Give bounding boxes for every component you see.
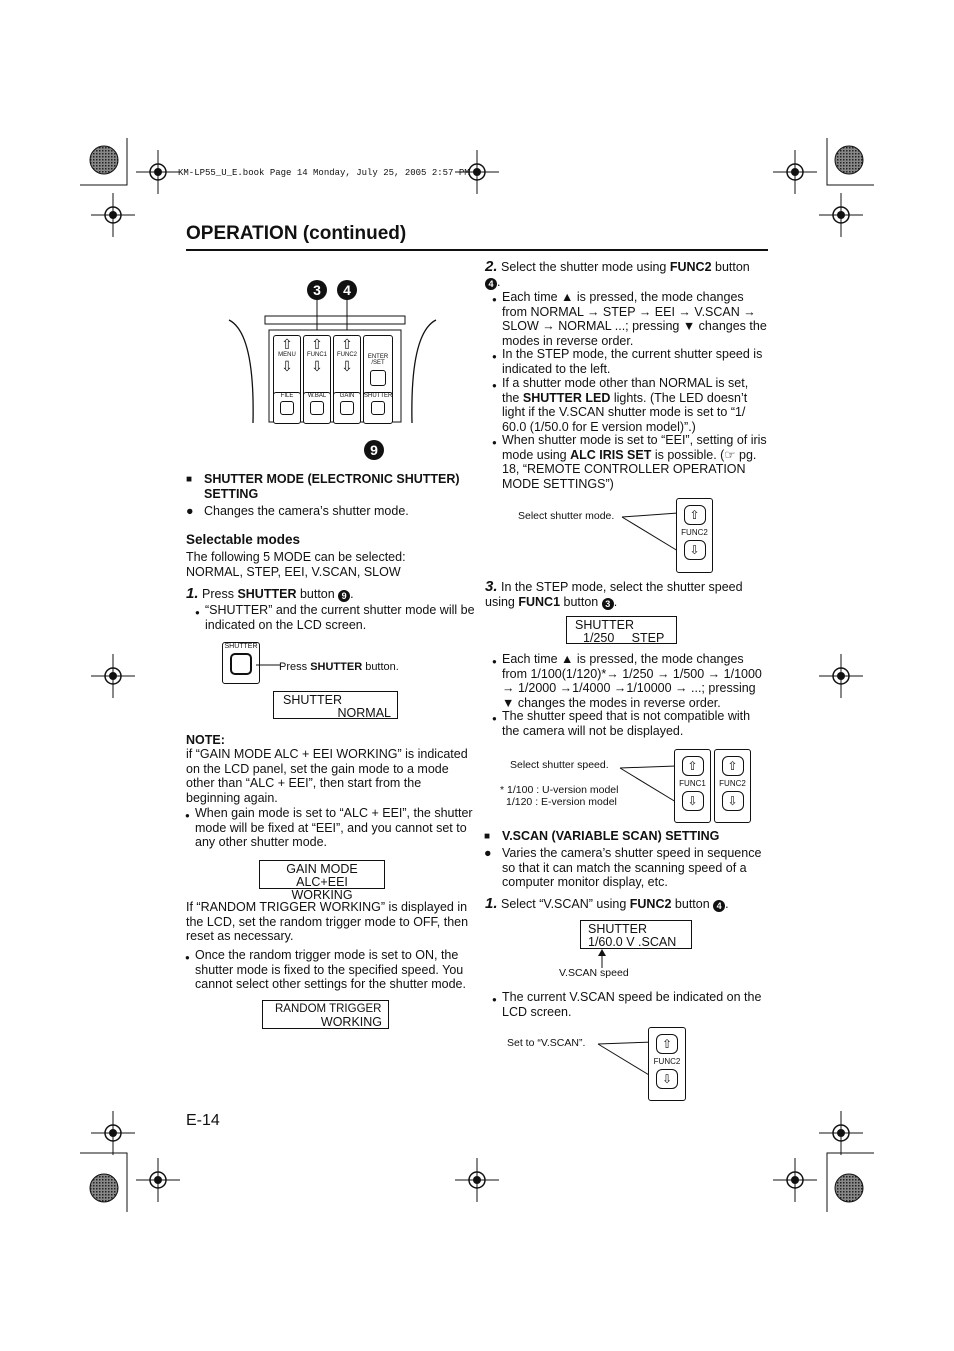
caption-text: button. [362, 661, 399, 673]
lcd-random-trigger [262, 1000, 389, 1029]
step-text: Select the shutter mode using [501, 260, 670, 274]
down-arrow-icon: ⇩ [682, 791, 704, 811]
callout-4: 4 [337, 280, 357, 300]
square-button-icon [371, 401, 385, 415]
selectable-modes-heading: Selectable modes [186, 532, 301, 547]
step3-bullet-1: ● Each time ▲ is pressed, the mode changes from 1/100(1/120)*→ 1/250 → 1/500 → 1/1000 → 1/2000 →1/4000 →1/10000 → ...; pressing ▼ changes the modes in reverse order. [502, 652, 767, 710]
step-number: 1. [186, 585, 199, 602]
bullet-text: If a shutter mode other than NORMAL is set, the [502, 376, 749, 405]
up-arrow-icon: ⇧ [281, 336, 293, 352]
square-button-icon [230, 653, 252, 675]
selectable-modes-text2: NORMAL, STEP, EEI, V.SCAN, SLOW [186, 565, 401, 579]
step-text: Select “V.SCAN” using [501, 897, 630, 911]
step-bold: SHUTTER [237, 587, 297, 601]
vscan-lcd-bullet: ● The current V.SCAN speed be indicated on the LCD screen. [502, 990, 767, 1019]
step2-bullet-2: ● In the STEP mode, the current shutter speed is indicated to the left. [502, 347, 767, 376]
func2-label: FUNC2 [719, 779, 746, 788]
shutter-mode-bullet [186, 504, 474, 519]
step2-bullet-3 [502, 376, 767, 434]
callout-4-inline: 4 [485, 278, 497, 290]
page-number: E-14 [186, 1112, 220, 1129]
bullet-bold: SHUTTER LED [522, 390, 611, 405]
callout-9-inline: 9 [338, 590, 350, 602]
down-arrow-icon: ⇩ [281, 358, 293, 374]
file-header-meta: KM-LP55_U_E.book Page 14 Monday, July 25, 2005 2:57 PM [178, 168, 470, 178]
lcd-gain-mode [259, 860, 385, 902]
shutter-panel-button[interactable] [363, 392, 393, 424]
func2-button[interactable] [333, 335, 361, 397]
lcd-line2: 1/60.0 V .SCAN [588, 935, 677, 949]
lcd-line2: ALC+EEI WORKING [291, 875, 353, 902]
wbal-label: W.BAL [307, 393, 327, 399]
down-arrow-icon: ⇩ [656, 1069, 678, 1089]
square-button-icon [340, 401, 354, 415]
fig2-leaders [618, 762, 680, 812]
up-arrow-icon: ⇧ [311, 336, 323, 352]
fig1-leaders [620, 505, 682, 555]
func1-label: FUNC1 [679, 779, 706, 788]
callout-3-inline: 3 [602, 598, 614, 610]
step2: 2. Select the shutter mode using FUNC2 button 4 . [485, 258, 750, 289]
note-bullet: ● When gain mode is set to “ALC + EEI”, the shutter mode will be fixed at “EEI”, and you cannot set to any other shutter mode. [195, 806, 475, 850]
bullet-text: When shutter mode is set to “EEI”, setting of iris mode using [502, 433, 767, 462]
step3-bullet-2: ● The shutter speed that is not compatible with the camera will not be displayed. [502, 709, 767, 738]
fig2-func1-button [674, 749, 711, 823]
step2-bullet-1: ● Each time ▲ is pressed, the mode changes from NORMAL → STEP → EEI → V.SCAN → SLOW → NORMAL ...; pressing ▼ changes the modes in reverse order. [502, 290, 767, 348]
fig2-label: Select shutter speed. [510, 759, 609, 771]
up-arrow-icon: ⇧ [722, 756, 744, 776]
up-arrow-icon: ⇧ [684, 505, 706, 525]
bullet-text: is possible. (☞ pg. 18, “REMOTE CONTROLLER OPERATION MODE SETTINGS”) [502, 447, 757, 491]
step1-shutter: 1. Press SHUTTER button 9 . [186, 585, 354, 602]
down-arrow-icon: ⇩ [722, 791, 744, 811]
step-text: button [296, 587, 339, 601]
bullet-icon: ● [186, 504, 194, 518]
fig1-label: Select shutter mode. [518, 510, 615, 522]
square-button-icon [310, 401, 324, 415]
bullet-text: lights. (The LED doesn’t light if the V.SCAN shutter mode is set to “1/ 60.0 (1/50.0 for E version model)”.) [502, 390, 748, 434]
step3: 3. In the STEP mode, select the shutter speed using FUNC1 button 3 . [485, 578, 743, 609]
func2-label: FUNC2 [653, 1057, 681, 1066]
lcd-line2: NORMAL [337, 706, 391, 720]
square-button-icon [280, 401, 294, 415]
wbal-button[interactable] [303, 392, 331, 424]
fig2-note2: 1/120 : E-version model [506, 796, 617, 808]
page-title: OPERATION (continued) [186, 223, 407, 244]
up-arrow-icon: ⇧ [341, 336, 353, 352]
random-trigger-text: If “RANDOM TRIGGER WORKING” is displayed in the LCD, set the random trigger mode to OFF, then reset as necessary. [186, 900, 469, 944]
vscan-bullet [484, 846, 767, 890]
lcd-shutter-step [566, 616, 677, 644]
step-text: In the STEP mode, select the shutter speed using [485, 580, 743, 609]
fig2-note1: * 1/100 : U-version model [500, 784, 619, 796]
step-number: 2. [485, 258, 498, 275]
shutter-btn-label: SHUTTER [224, 643, 258, 650]
vscan-step1: 1. Select “V.SCAN” using FUNC2 button 4 . [485, 895, 729, 912]
shutter-mode-heading: ■ SHUTTER MODE (ELECTRONIC SHUTTER) SETTING [204, 472, 474, 501]
lcd-line1: RANDOM TRIGGER [275, 1003, 382, 1015]
lcd-line2: 1/250 STEP [583, 631, 665, 645]
shutter-button-figure [222, 642, 260, 684]
bullet-bold: ALC IRIS SET [570, 447, 652, 462]
callout-4-inline: 4 [713, 900, 725, 912]
vscan-bullet-text: Varies the camera’s shutter speed in sequence so that it can match the scanning speed of a computer monitor display, etc. [502, 846, 762, 890]
fig3-func2-button [648, 1027, 686, 1101]
down-arrow-icon: ⇩ [311, 358, 323, 374]
up-arrow-icon: ⇧ [656, 1034, 678, 1054]
callout-9: 9 [364, 440, 384, 460]
file-label: FILE [280, 393, 294, 399]
down-arrow-icon: ⇩ [341, 358, 353, 374]
down-arrow-icon: ⇩ [684, 540, 706, 560]
func2-label: FUNC2 [336, 352, 357, 358]
lcd-vscan [580, 920, 692, 949]
selectable-modes-text1: The following 5 MODE can be selected: [186, 550, 406, 564]
lcd-line1: SHUTTER [283, 693, 343, 707]
menu-label: MENU [278, 352, 296, 358]
shutter-label: SHUTTER [364, 393, 393, 399]
lcd-line1: SHUTTER [588, 922, 648, 936]
fig2-func2-button [714, 749, 751, 823]
step-text: Press [202, 587, 238, 601]
caption-text: Press [279, 661, 311, 673]
step-number: 1. [485, 895, 498, 912]
step-bold: FUNC2 [669, 260, 712, 274]
callout-3: 3 [307, 280, 327, 300]
random-trigger-bullet: ● Once the random trigger mode is set to ON, the shutter mode is fixed to the specified speed. You cannot select other settings for the shutter mode. [195, 948, 475, 992]
lcd-line1: SHUTTER [575, 618, 635, 632]
gain-label: GAIN [339, 393, 355, 399]
step-text: button [560, 594, 602, 609]
lcd-line2: WORKING [320, 1015, 382, 1029]
step2-bullet-4 [502, 433, 767, 491]
lcd-shutter-normal [273, 691, 398, 719]
step-text: button [711, 260, 750, 274]
bullet-icon: ● [484, 846, 492, 860]
note-heading: NOTE: [186, 733, 225, 747]
func2-label: FUNC2 [681, 528, 708, 537]
control-panel-figure [225, 278, 440, 458]
vscan-heading: ■ V.SCAN (VARIABLE SCAN) SETTING [502, 829, 767, 844]
up-arrow-icon: ⇧ [682, 756, 704, 776]
func1-button[interactable] [303, 335, 331, 397]
gain-button[interactable] [333, 392, 361, 424]
step1-bullet: ● “SHUTTER” and the current shutter mode will be indicated on the LCD screen. [205, 603, 475, 632]
press-shutter-caption [279, 661, 399, 673]
shutter-mode-bullet-text: Changes the camera’s shutter mode. [204, 504, 409, 518]
enter-set-label: ENTER /SET [367, 354, 389, 366]
step-bold: FUNC2 [629, 897, 672, 911]
vscan-speed-label: V.SCAN speed [559, 967, 629, 979]
func1-label: FUNC1 [306, 352, 327, 358]
file-button[interactable] [273, 392, 301, 424]
lcd-line1: GAIN MODE [286, 862, 358, 876]
title-rule [186, 249, 768, 251]
menu-button[interactable] [273, 335, 301, 397]
step-text: button [671, 897, 714, 911]
caption-bold: SHUTTER [310, 661, 363, 673]
fig3-label: Set to “V.SCAN”. [507, 1037, 586, 1049]
step-bold: FUNC1 [518, 594, 561, 609]
step-number: 3. [485, 578, 498, 595]
enter-set-button[interactable] [363, 335, 393, 397]
note-text: if “GAIN MODE ALC + EEI WORKING” is indicated on the LCD panel, set the gain mode to a mode other than “ALC + EEI”, then start from the beginning again. [186, 747, 468, 805]
square-button-icon [370, 370, 386, 386]
fig1-func2-button [676, 498, 713, 573]
